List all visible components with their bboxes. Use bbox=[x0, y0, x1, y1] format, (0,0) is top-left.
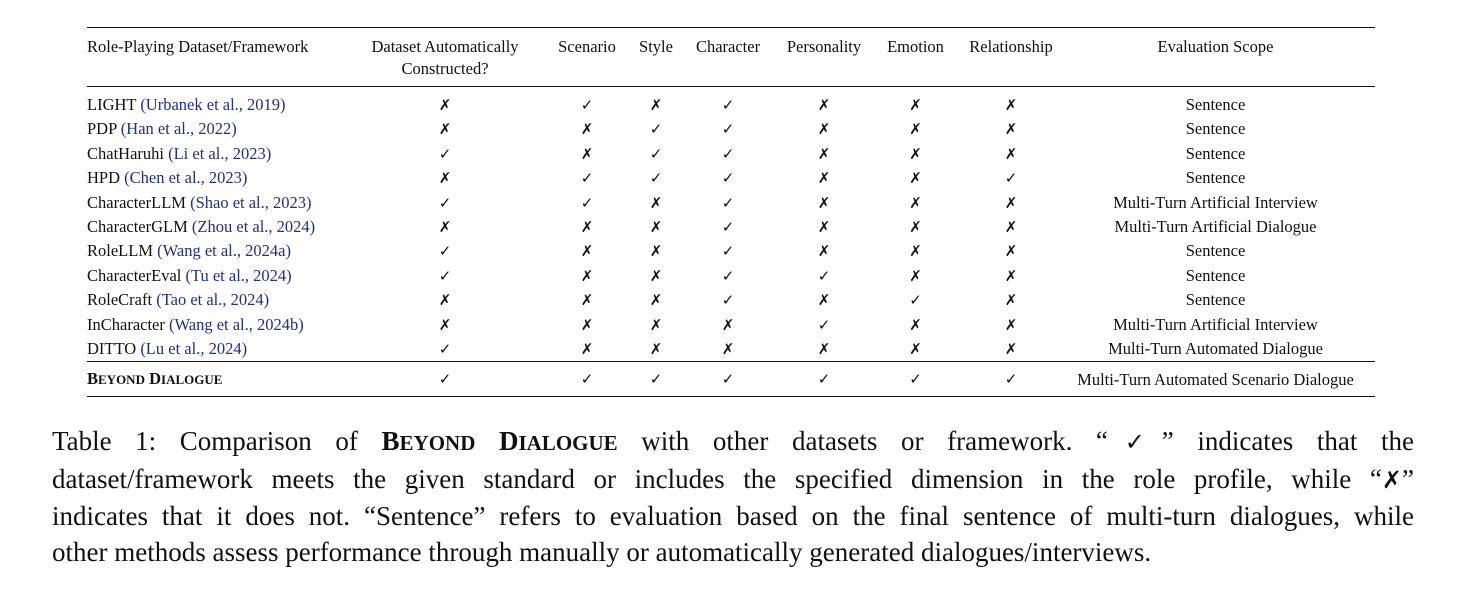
ours-emotion-mark: ✓ bbox=[909, 369, 922, 388]
scenario-mark: ✗ bbox=[580, 144, 594, 163]
style-mark: ✗ bbox=[649, 96, 663, 114]
table-row bbox=[87, 191, 1375, 215]
evaluation-scope-cell: Multi-Turn Artificial Interview bbox=[1113, 314, 1318, 334]
citation-link[interactable]: (Urbanek et al., 2019) bbox=[140, 95, 286, 114]
auto-constructed-mark: ✓ bbox=[438, 193, 452, 212]
caption-after-check: ” indicates that the bbox=[1161, 426, 1414, 456]
style-mark: ✗ bbox=[649, 340, 663, 359]
ours-name-b: B bbox=[87, 369, 99, 389]
dataset-name: LIGHT bbox=[87, 95, 137, 114]
personality-mark: ✓ bbox=[817, 315, 831, 334]
scenario-mark: ✓ bbox=[580, 96, 594, 114]
header-style: Style bbox=[639, 37, 673, 56]
header-auto-line2: Constructed? bbox=[401, 59, 489, 78]
relationship-mark: ✗ bbox=[1004, 193, 1018, 212]
character-mark: ✗ bbox=[721, 315, 735, 334]
header-dataset: Role-Playing Dataset/Framework bbox=[87, 37, 309, 56]
character-mark: ✓ bbox=[721, 218, 735, 237]
header-auto-line1: Dataset Automatically bbox=[371, 37, 519, 56]
caption-line-1 bbox=[52, 423, 1414, 461]
dataset-name: CharacterEval bbox=[87, 265, 182, 285]
ours-scenario-mark: ✓ bbox=[580, 369, 594, 388]
character-mark: ✓ bbox=[721, 242, 735, 261]
dataset-name: HPD bbox=[87, 168, 121, 188]
auto-constructed-mark: ✗ bbox=[438, 169, 452, 188]
ours-name-cell bbox=[87, 362, 355, 397]
emotion-mark: ✗ bbox=[909, 96, 922, 114]
citation-link[interactable]: (Wang et al., 2024b) bbox=[169, 314, 304, 334]
table-header-row bbox=[87, 28, 1375, 87]
ours-character-mark: ✓ bbox=[721, 369, 735, 388]
caption-line2-post: ” bbox=[1402, 464, 1414, 494]
personality-mark: ✗ bbox=[817, 193, 831, 212]
dataset-name: RoleCraft bbox=[87, 290, 153, 310]
table-row bbox=[87, 239, 1375, 263]
evaluation-scope-cell: Multi-Turn Artificial Interview bbox=[1113, 192, 1318, 212]
header-scenario: Scenario bbox=[558, 37, 616, 56]
character-mark: ✓ bbox=[721, 169, 735, 188]
scenario-mark: ✗ bbox=[580, 266, 594, 285]
ours-name-ialogue: IALOGUE bbox=[161, 372, 223, 388]
personality-mark: ✗ bbox=[817, 169, 831, 188]
style-mark: ✗ bbox=[649, 218, 663, 237]
caption-prefix: Table 1: Comparison of bbox=[52, 426, 382, 456]
caption-name-eyond: EYOND bbox=[399, 431, 476, 455]
personality-mark: ✗ bbox=[817, 340, 831, 359]
scenario-mark: ✓ bbox=[580, 193, 594, 212]
emotion-mark: ✗ bbox=[909, 266, 922, 285]
dataset-name-cell bbox=[87, 264, 355, 288]
relationship-mark: ✗ bbox=[1004, 96, 1018, 114]
table-row bbox=[87, 87, 1375, 118]
emotion-mark: ✗ bbox=[909, 144, 922, 163]
dataset-name-cell bbox=[87, 313, 355, 337]
character-mark: ✓ bbox=[721, 120, 735, 139]
evaluation-scope-cell: Multi-Turn Artificial Dialogue bbox=[1114, 217, 1317, 237]
ours-name-d: D bbox=[149, 369, 162, 389]
ours-style-mark: ✓ bbox=[649, 369, 663, 388]
table-row bbox=[87, 337, 1375, 362]
dataset-name-cell bbox=[87, 239, 355, 263]
emotion-mark: ✗ bbox=[909, 242, 922, 261]
dataset-name: PDP bbox=[87, 119, 117, 139]
caption-line-2 bbox=[52, 461, 1414, 498]
dataset-name-cell bbox=[87, 142, 355, 166]
header-relationship: Relationship bbox=[969, 37, 1053, 56]
style-mark: ✗ bbox=[649, 291, 663, 310]
caption-cross-icon: ✗ bbox=[1381, 466, 1403, 494]
table-row bbox=[87, 142, 1375, 166]
ours-auto-mark: ✓ bbox=[438, 369, 452, 388]
style-mark: ✗ bbox=[649, 266, 663, 285]
dataset-name: InCharacter bbox=[87, 314, 165, 334]
scenario-mark: ✗ bbox=[580, 120, 594, 139]
dataset-name: ChatHaruhi bbox=[87, 143, 164, 163]
caption-name-ialogue: IALOGUE bbox=[518, 431, 618, 455]
table-row bbox=[87, 288, 1375, 312]
relationship-mark: ✗ bbox=[1004, 242, 1018, 261]
auto-constructed-mark: ✓ bbox=[438, 340, 452, 359]
scenario-mark: ✓ bbox=[580, 169, 594, 188]
citation-link[interactable]: (Li et al., 2023) bbox=[168, 143, 272, 163]
personality-mark: ✗ bbox=[817, 144, 831, 163]
emotion-mark: ✗ bbox=[909, 120, 922, 139]
evaluation-scope-cell: Sentence bbox=[1185, 241, 1246, 261]
dataset-name-cell bbox=[87, 117, 355, 141]
dataset-name-cell bbox=[87, 337, 355, 362]
citation-link[interactable]: (Chen et al., 2023) bbox=[124, 168, 248, 188]
ours-personality-mark: ✓ bbox=[817, 369, 831, 388]
citation-link[interactable]: (Wang et al., 2024a) bbox=[157, 241, 291, 261]
evaluation-scope-cell: Sentence bbox=[1185, 265, 1246, 285]
evaluation-scope-cell: Multi-Turn Automated Dialogue bbox=[1108, 339, 1323, 359]
scenario-mark: ✗ bbox=[580, 340, 594, 359]
citation-link[interactable]: (Tu et al., 2024) bbox=[185, 265, 292, 285]
relationship-mark: ✗ bbox=[1004, 340, 1018, 359]
table-row bbox=[87, 117, 1375, 141]
relationship-mark: ✗ bbox=[1004, 144, 1018, 163]
ours-relationship-mark: ✓ bbox=[1004, 369, 1018, 388]
auto-constructed-mark: ✓ bbox=[438, 242, 452, 261]
character-mark: ✓ bbox=[721, 144, 735, 163]
scenario-mark: ✗ bbox=[580, 291, 594, 310]
caption-line-3: indicates that it does not. “Sentence” refers to evaluation based on the final sentence of multi-turn dialogues, while bbox=[52, 501, 1414, 531]
scenario-mark: ✗ bbox=[580, 315, 594, 334]
dataset-name-cell bbox=[87, 288, 355, 312]
evaluation-scope-cell: Sentence bbox=[1185, 143, 1246, 163]
header-auto-constructed bbox=[355, 28, 535, 87]
emotion-mark: ✗ bbox=[909, 315, 922, 334]
relationship-mark: ✗ bbox=[1004, 218, 1018, 237]
header-personality: Personality bbox=[786, 37, 862, 56]
table-body bbox=[87, 87, 1375, 362]
citation-link[interactable]: (Lu et al., 2024) bbox=[140, 339, 248, 359]
caption-name-b: B bbox=[381, 426, 400, 456]
emotion-mark: ✗ bbox=[909, 193, 922, 212]
personality-mark: ✗ bbox=[817, 291, 831, 310]
style-mark: ✗ bbox=[649, 242, 663, 261]
dataset-name-cell bbox=[87, 87, 355, 118]
table-row bbox=[87, 166, 1375, 190]
relationship-mark: ✗ bbox=[1004, 315, 1018, 334]
character-mark: ✓ bbox=[721, 266, 735, 285]
emotion-mark: ✗ bbox=[909, 169, 922, 188]
ours-body bbox=[87, 362, 1375, 397]
style-mark: ✗ bbox=[649, 315, 663, 334]
citation-link[interactable]: (Tao et al., 2024) bbox=[156, 290, 270, 310]
caption-after-name: with other datasets or framework. “ bbox=[617, 426, 1108, 456]
relationship-mark: ✗ bbox=[1004, 120, 1018, 139]
dataset-name: CharacterLLM bbox=[87, 192, 186, 212]
evaluation-scope-cell: Sentence bbox=[1185, 119, 1246, 139]
scenario-mark: ✗ bbox=[580, 218, 594, 237]
ours-row bbox=[87, 362, 1375, 397]
relationship-mark: ✗ bbox=[1004, 291, 1018, 310]
dataset-name-cell bbox=[87, 191, 355, 215]
style-mark: ✓ bbox=[649, 144, 663, 163]
character-mark: ✗ bbox=[721, 340, 735, 359]
style-mark: ✓ bbox=[649, 169, 663, 188]
evaluation-scope-cell: Sentence bbox=[1185, 290, 1246, 310]
ours-name-eyond: EYOND bbox=[98, 372, 145, 388]
auto-constructed-mark: ✗ bbox=[438, 291, 452, 310]
auto-constructed-mark: ✓ bbox=[438, 144, 452, 163]
auto-constructed-mark: ✗ bbox=[438, 120, 452, 139]
emotion-mark: ✗ bbox=[909, 340, 922, 359]
evaluation-scope-cell: Sentence bbox=[1185, 95, 1246, 114]
dataset-name-cell bbox=[87, 215, 355, 239]
dataset-name: DITTO bbox=[87, 339, 137, 359]
table-row bbox=[87, 264, 1375, 288]
citation-link[interactable]: (Shao et al., 2023) bbox=[190, 192, 312, 212]
relationship-mark: ✓ bbox=[1004, 169, 1018, 188]
character-mark: ✓ bbox=[721, 291, 735, 310]
auto-constructed-mark: ✗ bbox=[438, 218, 452, 237]
caption-name-d: D bbox=[498, 426, 519, 456]
relationship-mark: ✗ bbox=[1004, 266, 1018, 285]
character-mark: ✓ bbox=[721, 96, 735, 114]
table-row bbox=[87, 215, 1375, 239]
citation-link[interactable]: (Han et al., 2022) bbox=[120, 119, 237, 139]
table-row bbox=[87, 313, 1375, 337]
dataset-name-cell bbox=[87, 166, 355, 190]
auto-constructed-mark: ✗ bbox=[438, 96, 452, 114]
dataset-name: RoleLLM bbox=[87, 241, 153, 261]
caption-check-icon: ✓ bbox=[1107, 428, 1162, 456]
auto-constructed-mark: ✓ bbox=[438, 266, 452, 285]
auto-constructed-mark: ✗ bbox=[438, 315, 452, 334]
style-mark: ✓ bbox=[649, 120, 663, 139]
emotion-mark: ✗ bbox=[909, 218, 922, 237]
character-mark: ✓ bbox=[721, 193, 735, 212]
emotion-mark: ✓ bbox=[909, 291, 922, 310]
personality-mark: ✗ bbox=[817, 96, 831, 114]
personality-mark: ✗ bbox=[817, 242, 831, 261]
personality-mark: ✗ bbox=[817, 120, 831, 139]
caption-line2-pre: dataset/framework meets the given standard or includes the specified dimension in the role profile, while “ bbox=[52, 464, 1382, 494]
personality-mark: ✓ bbox=[817, 266, 831, 285]
comparison-table bbox=[87, 27, 1375, 397]
header-evaluation-scope: Evaluation Scope bbox=[1157, 37, 1274, 56]
header-emotion: Emotion bbox=[887, 37, 944, 56]
personality-mark: ✗ bbox=[817, 218, 831, 237]
style-mark: ✗ bbox=[649, 193, 663, 212]
caption-line-4: other methods assess performance through manually or automatically generated dialogues/interviews. bbox=[52, 537, 1152, 567]
evaluation-scope-cell: Sentence bbox=[1185, 168, 1246, 188]
dataset-name: CharacterGLM bbox=[87, 217, 188, 237]
table-caption bbox=[52, 423, 1414, 570]
header-character: Character bbox=[695, 37, 761, 56]
comparison-table-container bbox=[87, 27, 1375, 397]
ours-evaluation-scope: Multi-Turn Automated Scenario Dialogue bbox=[1077, 369, 1354, 389]
citation-link[interactable]: (Zhou et al., 2024) bbox=[191, 217, 316, 237]
scenario-mark: ✗ bbox=[580, 242, 594, 261]
